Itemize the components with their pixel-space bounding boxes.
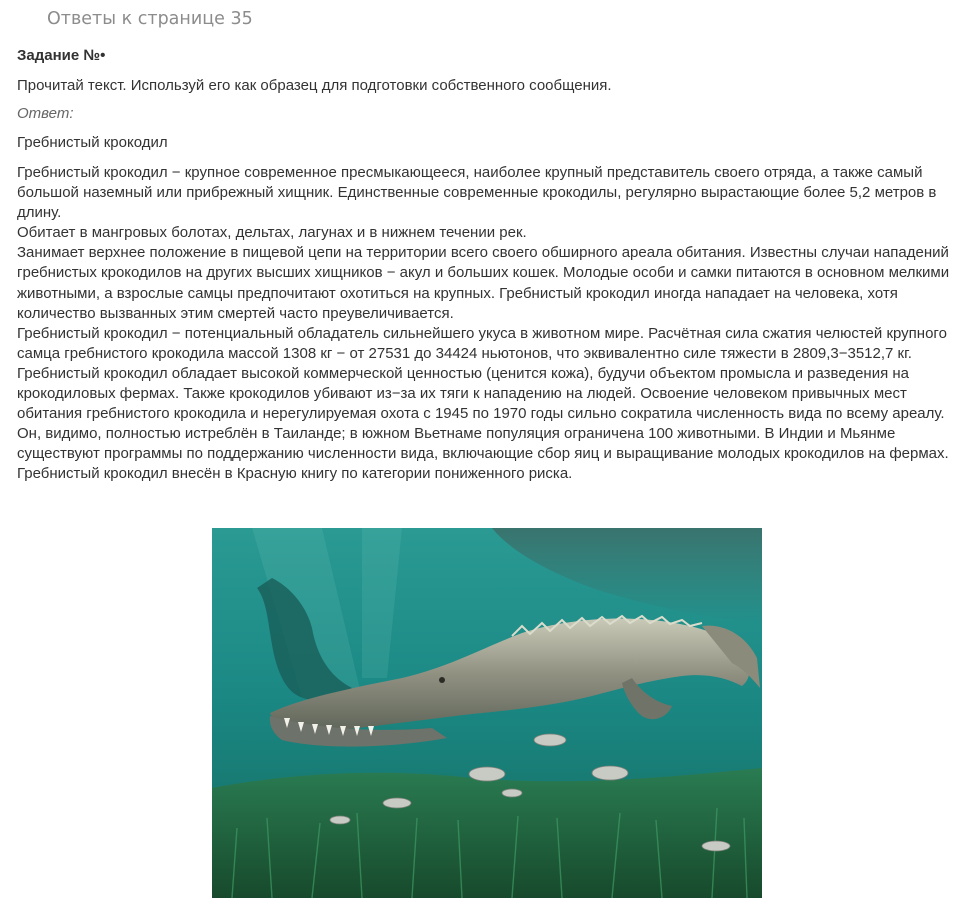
crocodile-photo [212, 528, 762, 898]
article-paragraph: Гребнистый крокодил − потенциальный обладатель сильнейшего укуса в животном мире. Расчётная сила сжатия челюстей крупного самца гребнистого крокодила массой 1308 кг − от 27531 до 34424 ньютонов, что эквивалентно силе тяжести в 2809,3−3512,7 кг. [17, 324, 947, 362]
article-paragraph: Гребнистый крокодил внесён в Красную книгу по категории пониженного риска. [17, 465, 573, 483]
article-paragraph: Гребнистый крокодил обладает высокой коммерческой ценностью (ценится кожа), будучи объектом промысла и разведения на крокодиловых фермах. Также крокодилов убивают из−за их тяги к нападению на людей. Освоение человеком привычных мест обитания гребнистого крокодила и нерегулируемая охота с 1945 по 1970 годы сильно сократила численность вида по всему ареалу. Он, видимо, полностью истреблён в Таиланде; в южном Вьетнаме популяция ограничена 100 животными. В Индии и Мьянме существуют программы по поддержанию численности вида, включающие сбор яиц и выращивание молодых крокодилов на фермах. [17, 364, 949, 463]
article-body [17, 163, 962, 485]
article-paragraph: Занимает верхнее положение в пищевой цепи на территории всего своего обширного ареала обитания. Известны случаи нападений гребнистых крокодилов на других высших хищников − акул и больших кошек. Молодые особи и самки питаются в основном мелкими животными, а взрослые самцы предпочитают охотиться на крупных. Гребнистый крокодил иногда нападает на человека, хотя количество вызванных этим смертей часто преувеличивается. [17, 244, 950, 322]
task-title: Задание №• [17, 47, 106, 64]
answer-label: Ответ: [17, 105, 74, 122]
article-paragraph: Обитает в мангровых болотах, дельтах, лагунах и в нижнем течении рек. [17, 224, 527, 242]
page-heading: Ответы к странице 35 [47, 9, 253, 29]
seagrass-bed [212, 768, 762, 898]
task-instruction: Прочитай текст. Используй его как образец для подготовки собственного сообщения. [17, 77, 612, 94]
article-paragraph: Гребнистый крокодил − крупное современное пресмыкающееся, наиболее крупный представитель своего отряда, а также самый большой наземный или прибрежный хищник. Единственные современные крокодилы, регулярно вырастающие более 5,2 метров в длину. [17, 164, 937, 222]
article-title: Гребнистый крокодил [17, 134, 168, 151]
